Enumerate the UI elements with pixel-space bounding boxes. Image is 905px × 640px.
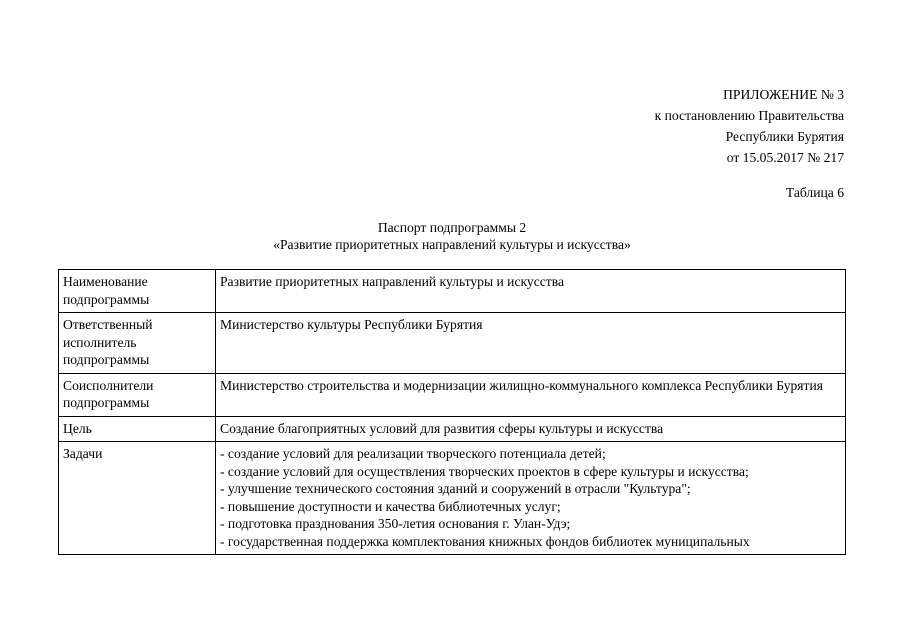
row-value-tasks (216, 442, 846, 555)
row-value-name (216, 270, 846, 313)
task-item: - улучшение технического состояния зданий и сооружений в отрасли "Культура"; (220, 481, 691, 496)
task-item: - создание условий для реализации творческого потенциала детей; (220, 446, 606, 461)
title-line-2: «Развитие приоритетных направлений культуры и искусства» (273, 237, 631, 252)
table-row (59, 270, 846, 313)
row-label-name (59, 270, 216, 313)
passport-table (58, 269, 846, 555)
row-value-text: Министерство культуры Республики Бурятия (220, 317, 483, 332)
table-row (59, 313, 846, 374)
row-label-goal (59, 416, 216, 442)
table-row (59, 416, 846, 442)
row-label-text: Ответственный исполнитель подпрограммы (63, 317, 153, 367)
row-value-text: Создание благоприятных условий для развития сферы культуры и искусства (220, 420, 664, 436)
appendix-header (655, 84, 844, 168)
task-item: - создание условий для осуществления творческих проектов в сфере культуры и искусства; (220, 463, 749, 479)
title-line-1: Паспорт подпрограммы 2 (377, 220, 527, 235)
task-item: - повышение доступности и качества библиотечных услуг; (220, 498, 561, 514)
table-row (59, 373, 846, 416)
row-value-coexecutors (216, 373, 846, 416)
task-item: - подготовка празднования 350-летия основания г. Улан-Удэ; (220, 516, 571, 531)
appendix-decree: к постановлению Правительства (654, 108, 844, 123)
row-value-goal (216, 416, 846, 442)
row-label-coexecutors (59, 373, 216, 416)
row-value-executor (216, 313, 846, 374)
row-label-tasks (59, 442, 216, 555)
appendix-number: ПРИЛОЖЕНИЕ № 3 (723, 87, 844, 102)
table-row (59, 442, 846, 555)
row-label-text: Задачи (63, 446, 103, 461)
row-label-text: Соисполнители подпрограммы (63, 377, 154, 410)
document-title (58, 219, 846, 253)
appendix-date: от 15.05.2017 № 217 (726, 150, 844, 165)
task-item: - государственная поддержка комплектования книжных фондов библиотек муниципальных (220, 533, 750, 549)
row-value-text: Развитие приоритетных направлений культуры и искусства (220, 274, 564, 289)
row-value-text: Министерство строительства и модернизации жилищно-коммунального комплекса Республики Бурятия (220, 377, 824, 393)
table-reference: Таблица 6 (785, 185, 844, 200)
row-label-text: Цель (63, 420, 92, 436)
row-label-text: Наименование подпрограммы (63, 274, 150, 307)
appendix-republic: Республики Бурятия (725, 129, 844, 144)
row-label-executor (59, 313, 216, 374)
